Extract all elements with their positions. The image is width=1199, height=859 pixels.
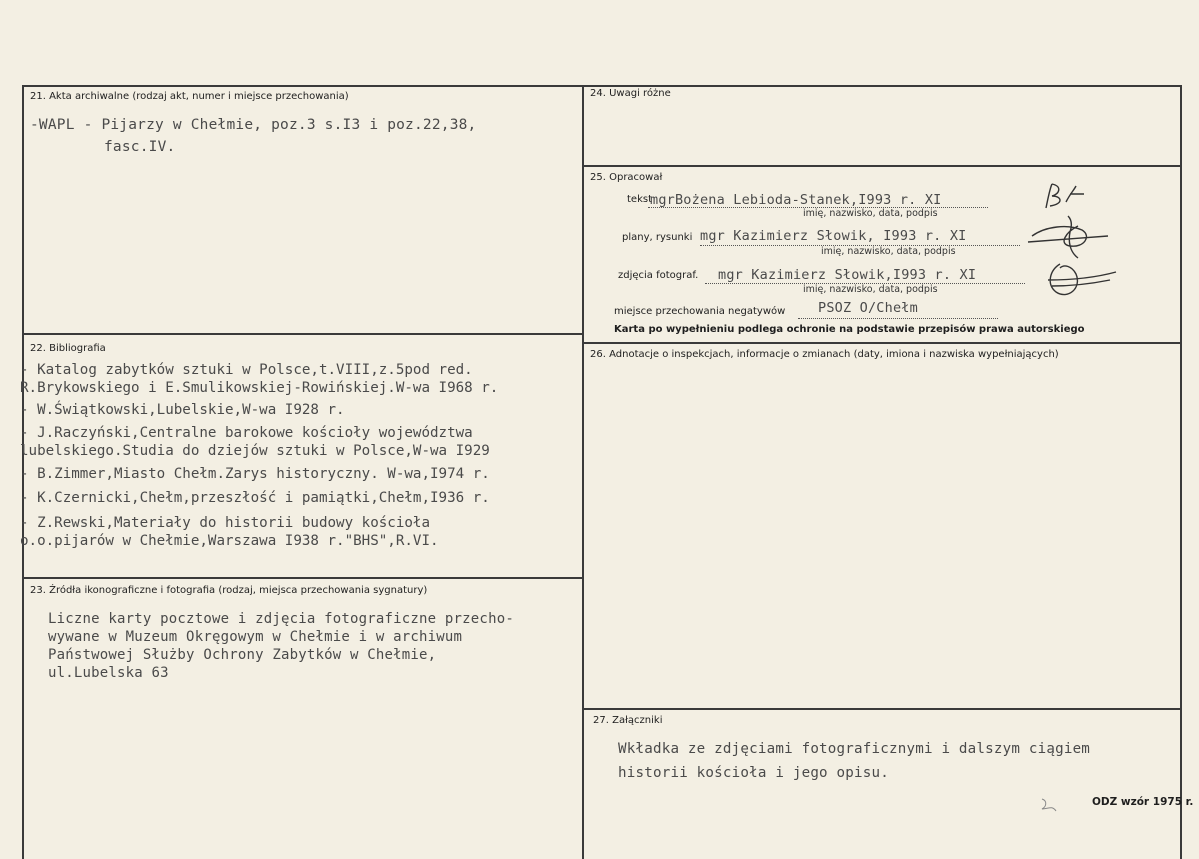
top-rule	[22, 85, 1182, 87]
plany-label: plany, rysunki	[622, 232, 693, 243]
negatywy-value: PSOZ O/Chełm	[818, 300, 918, 316]
plany-value: mgr Kazimierz Słowik, I993 r. XI	[700, 228, 967, 244]
bibliography-entry-5: - K.Czernicki,Chełm,przeszłość i pamiątki,Chełm,I936 r.	[20, 490, 490, 506]
zdjecia-label: zdjęcia fotograf.	[618, 270, 699, 281]
left-divider-1	[22, 333, 584, 335]
bibliography-entry-1-line-2: R.Brykowskiego i E.Smulikowskiej-Rowińskiej.W-wa I968 r.	[20, 380, 499, 396]
negatywy-dotted-line	[798, 318, 998, 319]
middle-rule	[582, 85, 584, 859]
section-21-header	[30, 91, 349, 103]
section-23-line-3: Państwowej Służby Ochrony Zabytków w Chełmie,	[48, 647, 437, 663]
form-footer: ODZ wzór 1975 r.	[1092, 796, 1194, 808]
right-divider-2	[582, 342, 1182, 344]
section-21-line-1: -WAPL - Pijarzy w Chełmie, poz.3 s.I3 i poz.22,38,	[30, 117, 477, 133]
section-22-number: 22.	[30, 343, 46, 354]
zdjecia-caption: imię, nazwisko, data, podpis	[803, 284, 938, 295]
right-rule	[1180, 85, 1182, 859]
section-21-line-2: fasc.IV.	[104, 139, 176, 155]
bibliography-entry-4: - B.Zimmer,Miasto Chełm.Zarys historyczny. W-wa,I974 r.	[20, 466, 490, 482]
negatywy-label: miejsce przechowania negatywów	[614, 306, 786, 317]
section-27-title: Załączniki	[612, 715, 663, 726]
bibliography-entry-3-line-2: lubelskiego.Studia do dziejów sztuki w Polsce,W-wa I929	[20, 443, 490, 459]
right-divider-3	[582, 708, 1182, 710]
plany-caption: imię, nazwisko, data, podpis	[821, 246, 956, 257]
section-22-title: Bibliografia	[49, 343, 106, 354]
section-25-header	[590, 172, 662, 184]
section-21-number: 21.	[30, 91, 46, 102]
section-23-header	[30, 585, 427, 597]
copyright-notice: Karta po wypełnieniu podlega ochronie na podstawie przepisów prawa autorskiego	[614, 324, 1085, 335]
bibliography-entry-6-line-1: - Z.Rewski,Materiały do historii budowy kościoła	[20, 515, 430, 531]
section-24-header	[590, 88, 671, 100]
section-21-title: Akta archiwalne (rodzaj akt, numer i miejsce przechowania)	[49, 91, 349, 102]
tekst-caption: imię, nazwisko, data, podpis	[803, 208, 938, 219]
section-23-line-4: ul.Lubelska 63	[48, 665, 169, 681]
signature-3	[1030, 258, 1120, 300]
bibliography-entry-2: - W.Świątkowski,Lubelskie,W-wa I928 r.	[20, 402, 345, 418]
section-24-number: 24.	[590, 88, 606, 99]
tekst-value: mgrBożena Lebioda-Stanek,I993 r. XI	[650, 192, 942, 208]
section-24-title: Uwagi różne	[609, 88, 671, 99]
pencil-mark	[1038, 795, 1060, 815]
signature-1	[1040, 180, 1090, 212]
tekst-label: tekst	[627, 194, 652, 205]
bibliography-entry-6-line-2: o.o.pijarów w Chełmie,Warszawa I938 r."BHS",R.VI.	[20, 533, 439, 549]
bibliography-entry-1-line-1: - Katalog zabytków sztuki w Polsce,t.VIII,z.5pod red.	[20, 362, 473, 378]
right-divider-1	[582, 165, 1182, 167]
section-23-line-2: wywane w Muzeum Okręgowym w Chełmie i w archiwum	[48, 629, 463, 645]
section-27-header	[593, 715, 662, 727]
section-27-line-2: historii kościoła i jego opisu.	[618, 765, 889, 781]
section-25-number: 25.	[590, 172, 606, 183]
section-23-number: 23.	[30, 585, 46, 596]
section-23-line-1: Liczne karty pocztowe i zdjęcia fotograficzne przecho-	[48, 611, 514, 627]
section-27-line-1: Wkładka ze zdjęciami fotograficznymi i dalszym ciągiem	[618, 741, 1091, 757]
signature-2	[1022, 212, 1112, 262]
section-23-title: Źródła ikonograficzne i fotografia (rodzaj, miejsca przechowania sygnatury)	[49, 585, 428, 596]
section-25-title: Opracował	[609, 172, 663, 183]
section-22-header	[30, 343, 106, 355]
zdjecia-value: mgr Kazimierz Słowik,I993 r. XI	[718, 267, 977, 283]
bibliography-entry-3-line-1: - J.Raczyński,Centralne barokowe kościoły województwa	[20, 425, 473, 441]
left-divider-2	[22, 577, 584, 579]
section-26-header	[590, 349, 1059, 361]
section-26-title: Adnotacje o inspekcjach, informacje o zmianach (daty, imiona i nazwiska wypełniających)	[609, 349, 1059, 360]
section-26-number: 26.	[590, 349, 606, 360]
section-27-number: 27.	[593, 715, 609, 726]
